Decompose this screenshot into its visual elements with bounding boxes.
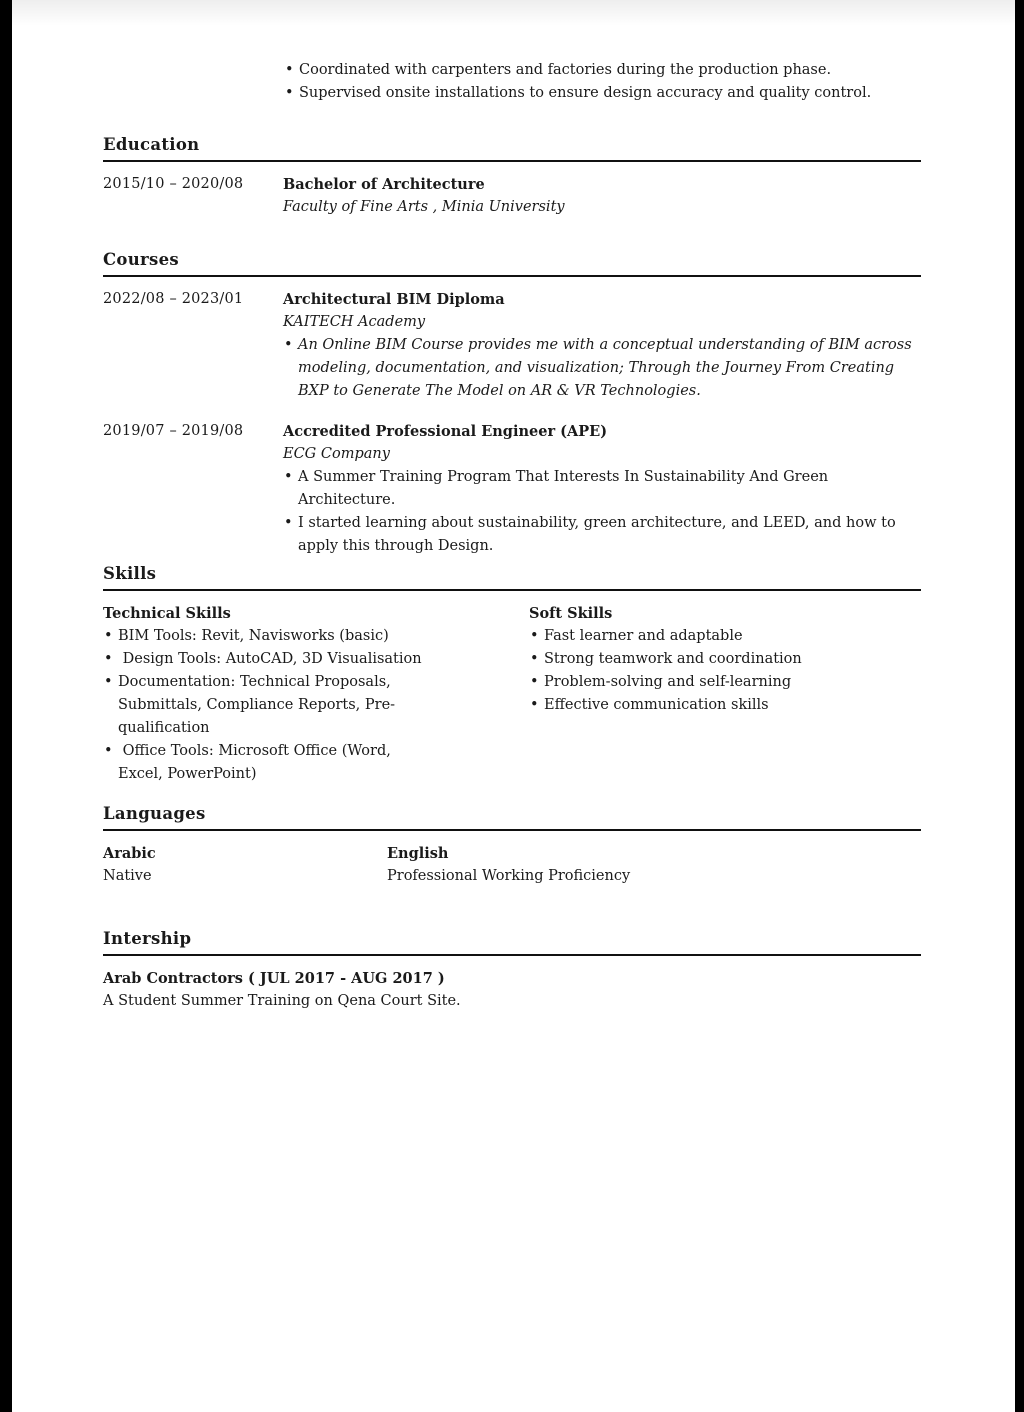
technical-skills-heading: Technical Skills (103, 605, 231, 622)
section-divider (103, 954, 921, 956)
course-name: Architectural BIM Diploma (283, 291, 505, 308)
language-name: English (387, 845, 449, 862)
skills-section (103, 562, 921, 782)
list-item: • An Online BIM Course provides me with a conceptual understanding of BIM across modeling, documentation, and visualization; Through the Journey From Creating BXP to Generate The Model on AR & VR Technologies. (283, 334, 921, 403)
list-item: • Effective communication skills (529, 694, 919, 717)
section-title: Languages (103, 804, 206, 823)
list-item: • A Summer Training Program That Interests In Sustainability And Green Architecture. (283, 466, 921, 512)
section-title: Intership (103, 929, 192, 948)
courses-section (103, 248, 921, 558)
internship-description: A Student Summer Training on Qena Court Site. (103, 993, 461, 1009)
section-title: Education (103, 135, 200, 154)
soft-skills-heading: Soft Skills (529, 605, 613, 622)
language-name: Arabic (103, 845, 156, 862)
entry-dates: 2019/07 – 2019/08 (103, 423, 244, 439)
list-item: • Office Tools: Microsoft Office (Word, Excel, PowerPoint) (103, 740, 438, 786)
internship-section (103, 927, 921, 1013)
language-level: Professional Working Proficiency (387, 868, 631, 884)
course-entry (103, 288, 921, 403)
course-provider: KAITECH Academy (283, 314, 426, 330)
experience-tail-bullets (284, 59, 914, 105)
list-item: • Documentation: Technical Proposals, Submittals, Compliance Reports, Pre-qualification (103, 671, 448, 740)
section-divider (103, 829, 921, 831)
course-name: Accredited Professional Engineer (APE) (283, 423, 608, 440)
language-item (103, 842, 363, 888)
list-item: • Supervised onsite installations to ensure design accuracy and quality control. (284, 82, 914, 105)
list-item: • I started learning about sustainability, green architecture, and LEED, and how to apply this through Design. (283, 512, 921, 558)
languages-section (103, 802, 921, 892)
education-entry (103, 173, 921, 219)
course-entry (103, 420, 921, 558)
degree-title: Bachelor of Architecture (283, 176, 485, 193)
internship-company: Arab Contractors ( JUL 2017 - AUG 2017 ) (103, 970, 445, 987)
school-name: Faculty of Fine Arts , Minia University (283, 199, 565, 215)
technical-skills-column (103, 602, 463, 786)
section-divider (103, 589, 921, 591)
list-item: • BIM Tools: Revit, Navisworks (basic) (103, 625, 463, 648)
top-fade (12, 0, 1015, 26)
language-level: Native (103, 868, 152, 884)
list-item: • Design Tools: AutoCAD, 3D Visualisation (103, 648, 463, 671)
education-section (103, 133, 921, 219)
language-item (387, 842, 787, 888)
list-item: • Strong teamwork and coordination (529, 648, 919, 671)
entry-dates: 2015/10 – 2020/08 (103, 176, 244, 192)
section-divider (103, 160, 921, 162)
entry-dates: 2022/08 – 2023/01 (103, 291, 244, 307)
section-title: Courses (103, 250, 180, 269)
section-divider (103, 275, 921, 277)
list-item: • Fast learner and adaptable (529, 625, 919, 648)
resume-page (12, 0, 1015, 1412)
list-item: • Problem-solving and self-learning (529, 671, 919, 694)
section-title: Skills (103, 564, 157, 583)
course-provider: ECG Company (283, 446, 390, 462)
soft-skills-column (529, 602, 919, 717)
list-item: • Coordinated with carpenters and factories during the production phase. (284, 59, 914, 82)
